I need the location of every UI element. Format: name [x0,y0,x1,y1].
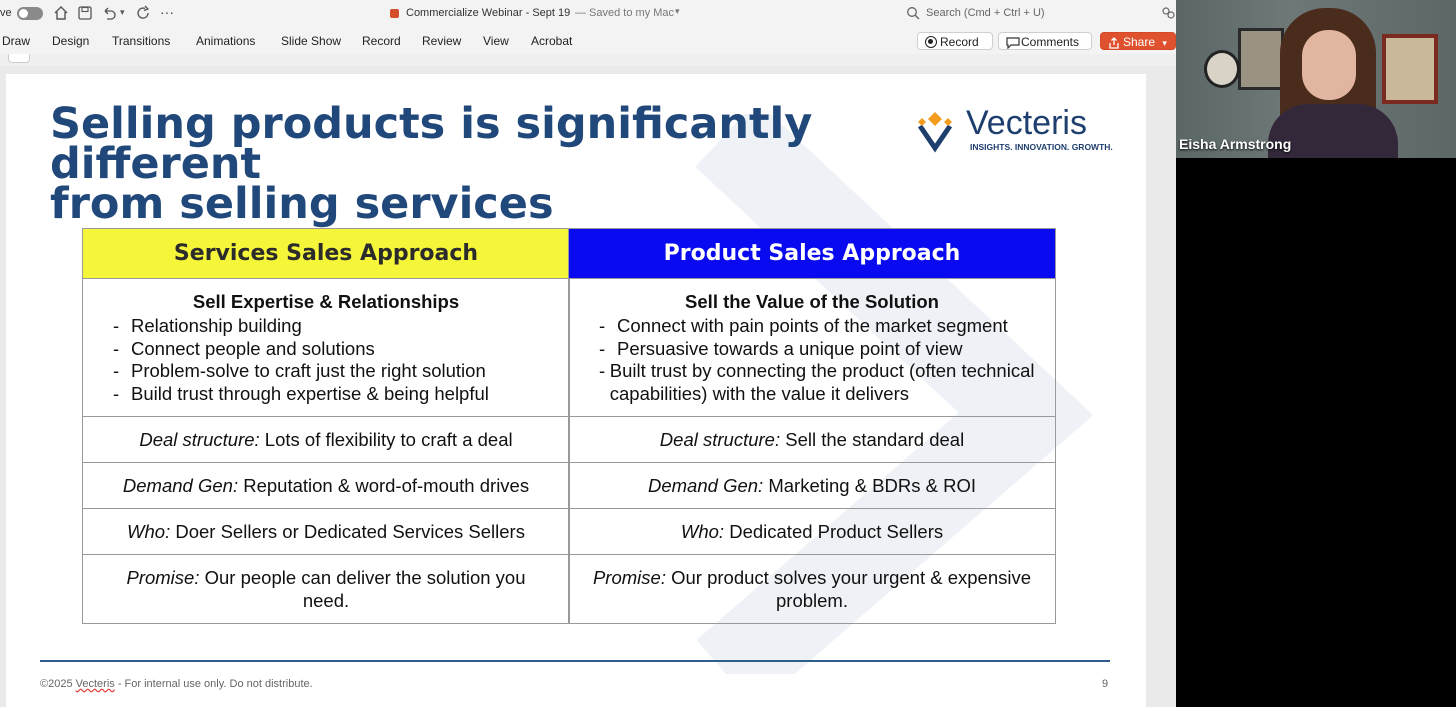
comments-button-label: Comments [1021,35,1080,49]
wall-frame [1382,34,1438,104]
save-icon[interactable] [77,5,93,24]
list-item: - Build trust through expertise & being helpful [113,382,489,404]
services-who: Who: Doer Sellers or Dedicated Services Sellers [83,509,569,555]
more-icon[interactable]: ··· [160,4,174,20]
home-icon[interactable] [53,5,69,24]
participant-video-tile[interactable] [1176,0,1456,158]
product-deal-structure: Deal structure: Sell the standard deal [569,417,1055,463]
list-item: - Built trust by connecting the product (often technical capabilities) with the value it delivers [599,360,1035,404]
comments-button[interactable] [998,32,1092,50]
wall-clock [1204,50,1240,88]
services-promise: Promise: Our people can deliver the solution you need. [126,567,526,611]
share-button-label: Share [1123,35,1156,49]
product-list-row [569,279,1055,417]
search-icon [906,6,920,23]
footer-company: Vecteris [75,678,115,690]
services-deal-structure: Deal structure: Lots of flexibility to craft a deal [83,417,569,463]
services-demand-gen: Demand Gen: Reputation & word-of-mouth drives [83,463,569,509]
tab-slide-show[interactable]: Slide Show [281,34,342,48]
slide-thumbnail-icon[interactable] [8,54,30,63]
share-icon [1108,36,1120,54]
record-button[interactable] [917,32,993,50]
vecteris-logo-name: Vecteris [966,104,1087,142]
tab-view[interactable]: View [483,34,509,48]
document-title[interactable]: Commercialize Webinar - Sept 19 [406,7,571,19]
record-icon [925,36,937,48]
product-who: Who: Dedicated Product Sellers [569,509,1055,555]
share-button[interactable] [1100,32,1176,50]
slide-canvas [0,66,1176,707]
tab-review[interactable]: Review [422,34,462,48]
participant-face [1302,30,1356,100]
vecteris-logo [912,106,1112,156]
product-list-heading: Sell the Value of the Solution [685,291,939,312]
chevron-down-icon[interactable]: ▾ [675,6,680,16]
vecteris-logo-tagline: INSIGHTS. INNOVATION. GROWTH. [970,142,1113,152]
ribbon-tabs [0,28,1176,54]
services-list-row [83,279,569,417]
services-list-heading: Sell Expertise & Relationships [192,291,460,312]
wall-frame [1238,28,1284,90]
slide-footer: ©2025 Vecteris - For internal use only. Do not distribute. [40,678,313,690]
slide-title-line2: from selling services [50,179,554,229]
tab-transitions[interactable]: Transitions [112,34,171,48]
slide [6,74,1146,707]
powerpoint-doc-icon [390,9,399,18]
record-button-label: Record [940,35,979,49]
comment-icon [1006,36,1020,54]
list-item: - Persuasive towards a unique point of view [599,337,963,359]
title-bar [0,0,1176,28]
autosave-toggle[interactable] [17,7,43,20]
autosave-label: ve [0,7,12,19]
save-status: — Saved to my Mac [575,7,675,19]
search-input[interactable]: Search (Cmd + Ctrl + U) [926,7,1045,19]
tab-record[interactable]: Record [362,34,401,48]
product-panel [568,228,1056,624]
tab-acrobat[interactable]: Acrobat [531,34,573,48]
slide-title [50,99,890,229]
product-promise: Promise: Our product solves your urgent & expensive problem. [592,567,1032,611]
tab-draw[interactable]: Draw [2,34,31,48]
undo-icon[interactable] [101,5,117,24]
participant-name: Eisha Armstrong [1179,136,1292,152]
undo-dropdown-icon[interactable]: ▾ [120,7,125,17]
list-item: - Relationship building [113,315,302,336]
services-header: Services Sales Approach [83,229,569,279]
tab-design[interactable]: Design [52,34,90,48]
list-item: - Problem-solve to craft just the right solution [113,360,486,381]
product-header: Product Sales Approach [569,229,1055,279]
redo-icon[interactable] [136,5,152,24]
slide-title-line1: Selling products is significantly different [50,99,813,189]
page-number: 9 [1102,678,1109,690]
chevron-down-icon: ▾ [1162,38,1167,48]
product-demand-gen: Demand Gen: Marketing & BDRs & ROI [569,463,1055,509]
vecteris-logo-mark-icon [912,108,958,154]
collaborate-icon[interactable] [1161,6,1175,23]
list-item: - Connect people and solutions [113,337,375,359]
services-panel [82,228,570,624]
list-item: - Connect with pain points of the market segment [599,315,1008,336]
footer-divider [40,660,1110,662]
tab-animations[interactable]: Animations [196,34,256,48]
